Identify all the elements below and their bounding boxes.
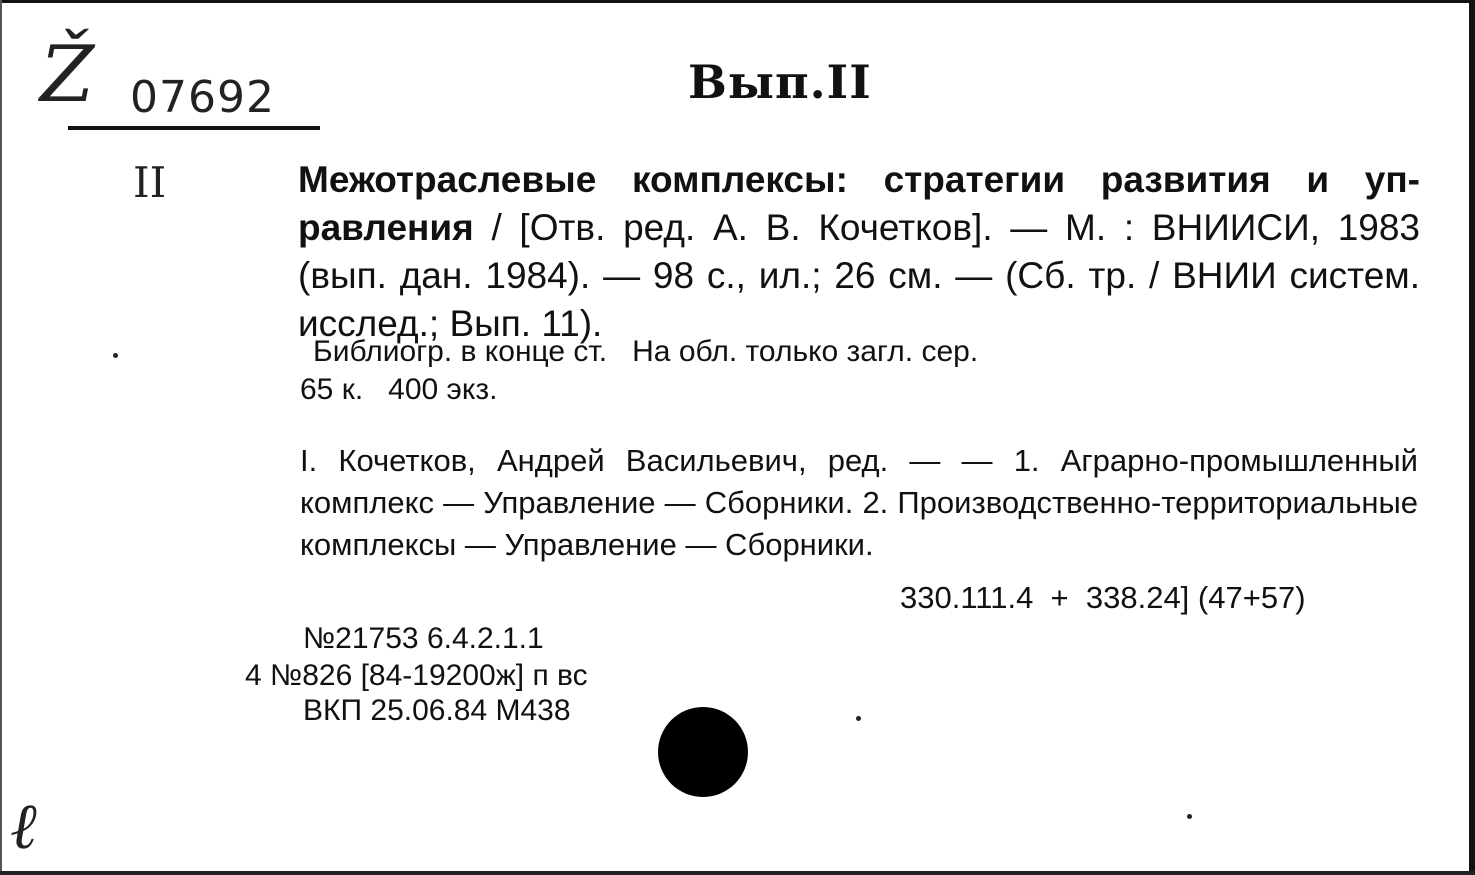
ink-dot (1187, 814, 1192, 819)
card-punch-hole (658, 707, 748, 797)
description-text: / [Отв. ред. А. В. Кочетков]. — М. : ВНИИСИ, 1983 (вып. дан. 1984). — 98 с., ил.; 26 см. — (Сб. тр. / ВНИИ систем. исслед.; Вып. 11). (298, 207, 1421, 344)
ink-dot (856, 716, 861, 721)
book-title: Межотраслевые комплексы: стратегии развития и уп-равления (298, 159, 1420, 248)
accession-line-2: 4 №826 [84-19200ж] п вс (245, 659, 588, 692)
card-edge-top (0, 0, 1475, 3)
accession-line-1: №21753 6.4.2.1.1 (303, 622, 544, 655)
volume-roman: II (133, 158, 167, 207)
tracing-text: I. Кочетков, Андрей Васильевич, ред. — — 1. Аграрно-промышленный комплекс — Управление — Сборники. 2. Производственно-территориальные комплексы — Управление — Сборники. (300, 443, 1418, 562)
volume-heading: Вып.II (688, 55, 872, 109)
card-edge-right (1469, 0, 1475, 875)
card-edge-left (0, 0, 2, 875)
subject-tracing (248, 440, 1418, 566)
note-bibliography: Библиогр. в конце ст. На обл. только загл. сер. (313, 335, 979, 368)
ink-dot (113, 353, 118, 358)
handwritten-mark-top: Ž (40, 30, 95, 120)
accession-line-3: ВКП 25.06.84 М438 (303, 694, 571, 727)
classification-index: 330.111.4 + 338.24] (47+57) (900, 580, 1306, 615)
bibliographic-description (248, 156, 1420, 348)
card-edge-bottom (0, 871, 1475, 875)
shelf-number: 07692 (130, 72, 275, 123)
handwritten-mark-bottom: ℓ (10, 790, 37, 864)
shelf-underline (68, 126, 320, 130)
note-price: 65 к. 400 экз. (300, 373, 498, 406)
